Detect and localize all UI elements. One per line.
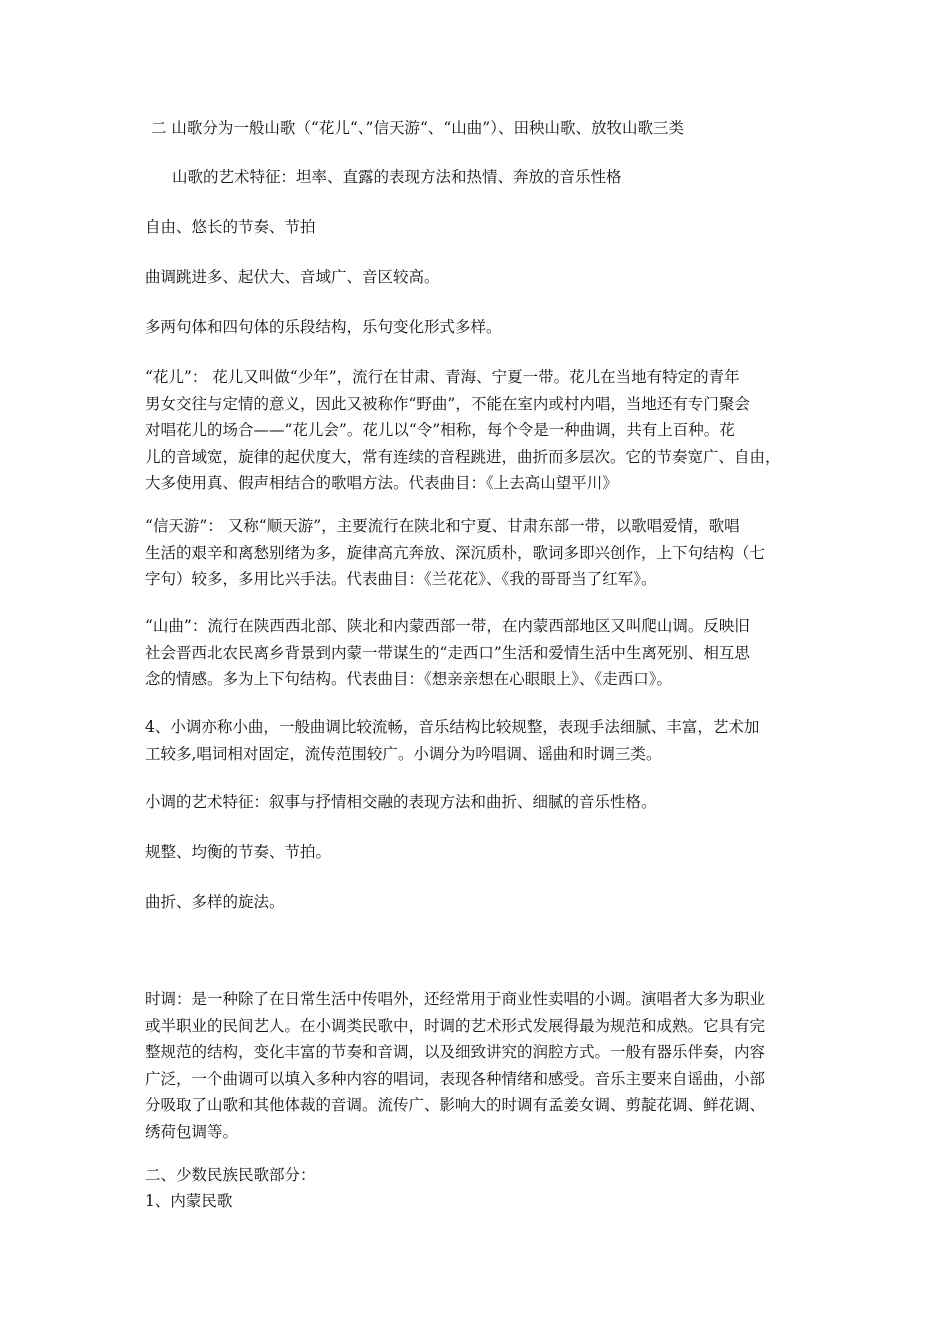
text-line: 或半职业的民间艺人。在小调类民歌中，时调的艺术形式发展得最为规范和成熟。它具有完 (145, 1016, 766, 1035)
heading-mountain-song-types (151, 115, 816, 142)
text-line: “花儿”： 花儿又叫做“少年”，流行在甘肃、青海、宁夏一带。花儿在当地有特定的青年 (145, 368, 740, 386)
paragraph-xiaodiao-features (145, 789, 810, 816)
text-line: “信天游”： 又称“顺天游”，主要流行在陕北和宁夏、甘肃东部一带，以歌唱爱情，歌唱 (145, 517, 740, 535)
paragraph-rhythm (145, 214, 810, 241)
text-line: 工较多,唱词相对固定，流传范围较广。小调分为吟唱调、谣曲和时调三类。 (145, 744, 662, 763)
text-line: 广泛，一个曲调可以填入多种内容的唱词，表现各种情绪和感受。音乐主要来自谣曲，小部 (145, 1069, 766, 1088)
text-line: 大多使用真、假声相结合的歌唱方法。代表曲目：《上去高山望平川》 (145, 474, 618, 492)
paragraph-huaer (145, 364, 810, 497)
text-line: 字句）较多，多用比兴手法。代表曲目：《兰花花》、《我的哥哥当了红军》。 (145, 570, 657, 588)
text-line: 时调：是一种除了在日常生活中传唱外，还经常用于商业性卖唱的小调。演唱者大多为职业 (145, 990, 766, 1008)
text-line: 4、小调亦称小曲，一般曲调比较流畅，音乐结构比较规整，表现手法细腻、丰富，艺术加 (145, 718, 760, 736)
text-line: 1、内蒙民歌 (145, 1192, 233, 1210)
text-line: 山歌的艺术特征：坦率、直露的表现方法和热情、奔放的音乐性格 (172, 168, 622, 186)
text-line: 绣荷包调等。 (145, 1122, 239, 1141)
paragraph-shanqu (145, 613, 810, 693)
text-line: 整规范的结构，变化丰富的节奏和音调，以及细致讲究的润腔方式。一般有器乐伴奏，内容 (145, 1043, 766, 1061)
text-line: 念的情感。多为上下句结构。代表曲目：《想亲亲想在心眼眼上》、《走西口》。 (145, 670, 673, 688)
text-line: 儿的音域宽，旋律的起伏度大，常有连续的音程跳进，曲折而多层次。它的节奏宽广、自由， (145, 447, 781, 466)
paragraph-balanced-rhythm (145, 839, 810, 866)
paragraph-mountain-song-features (172, 164, 837, 191)
text-line: 二 山歌分为一般山歌（“花儿“、”信天游“、“山曲”）、田秧山歌、放牧山歌三类 (151, 119, 684, 137)
text-line: 对唱花儿的场合——“花儿会”。花儿以“令”相称，每个令是一种曲调，共有上百种。花 (145, 421, 735, 439)
paragraph-melody (145, 264, 810, 291)
text-line: 规整、均衡的节奏、节拍。 (145, 843, 332, 861)
heading-inner-mongolia-folk-songs (145, 1188, 810, 1215)
text-line: 曲调跳进多、起伏大、音域广、音区较高。 (145, 268, 440, 286)
text-line: 男女交往与定情的意义，因此又被称作“野曲”，不能在室内或村内唱，当地还有专门聚会 (145, 394, 750, 413)
heading-minority-folk-songs (145, 1162, 810, 1189)
text-line: 自由、悠长的节奏、节拍 (145, 218, 316, 236)
text-line: 社会晋西北农民离乡背景到内蒙一带谋生的“走西口”生活和爱情生活中生离死别、相互思 (145, 643, 750, 662)
text-line: 小调的艺术特征：叙事与抒情相交融的表现方法和曲折、细腻的音乐性格。 (145, 793, 657, 811)
paragraph-structure (145, 314, 810, 341)
text-line: 生活的艰辛和离愁别绪为多，旋律高亢奔放、深沉质朴，歌词多即兴创作，上下句结构（七 (145, 543, 766, 562)
text-line: 曲折、多样的旋法。 (145, 893, 285, 911)
paragraph-xiaodiao (145, 714, 810, 767)
text-line: 多两句体和四句体的乐段结构，乐句变化形式多样。 (145, 318, 502, 336)
paragraph-shidiao (145, 986, 810, 1145)
paragraph-xintianyou (145, 513, 810, 593)
paragraph-melodic-style (145, 889, 810, 916)
text-line: 分吸取了山歌和其他体裁的音调。流传广、影响大的时调有孟姜女调、剪靛花调、鲜花调、 (145, 1096, 766, 1114)
text-line: 二、少数民族民歌部分： (145, 1166, 316, 1184)
text-line: “山曲”：流行在陕西西北部、陕北和内蒙西部一带，在内蒙西部地区又叫爬山调。反映旧 (145, 617, 750, 635)
